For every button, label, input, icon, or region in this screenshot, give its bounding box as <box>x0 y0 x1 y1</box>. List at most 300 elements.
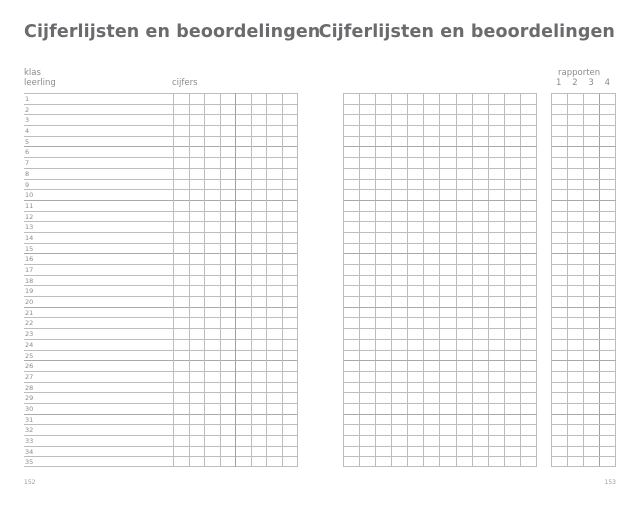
grid-cell[interactable] <box>568 393 584 403</box>
grid-cell[interactable] <box>408 126 424 136</box>
grid-cell[interactable] <box>360 436 376 446</box>
grid-cell[interactable] <box>505 318 521 328</box>
grid-cell[interactable] <box>376 383 392 393</box>
grid-cell[interactable] <box>489 244 505 254</box>
grid-cell[interactable] <box>424 361 440 371</box>
grid-cell[interactable] <box>392 286 408 296</box>
grid-cell[interactable] <box>344 254 360 264</box>
grid-cell[interactable] <box>521 372 537 382</box>
grid-cell[interactable] <box>344 404 360 414</box>
grid-cell[interactable] <box>457 329 473 339</box>
grid-cell[interactable] <box>584 158 600 168</box>
grid-cell[interactable] <box>376 254 392 264</box>
grid-cell[interactable] <box>568 254 584 264</box>
grid-cell[interactable] <box>392 180 408 190</box>
grid-cell[interactable] <box>440 212 456 222</box>
grid-cell[interactable] <box>424 457 440 466</box>
grid-cell[interactable] <box>344 233 360 243</box>
grid-cell[interactable] <box>584 286 600 296</box>
grid-cell[interactable] <box>408 265 424 275</box>
grid-cell[interactable] <box>505 137 521 147</box>
grid-cell[interactable] <box>424 212 440 222</box>
grid-cell[interactable] <box>376 372 392 382</box>
grid-cell[interactable] <box>392 318 408 328</box>
grid-cell[interactable] <box>473 415 489 425</box>
grid-cell[interactable] <box>424 351 440 361</box>
grid-cell[interactable] <box>424 329 440 339</box>
grid-cell[interactable] <box>473 265 489 275</box>
grid-cell[interactable] <box>457 372 473 382</box>
grid-cell[interactable] <box>568 169 584 179</box>
grid-cell[interactable] <box>360 169 376 179</box>
grid-cell[interactable] <box>552 447 568 457</box>
grid-cell[interactable] <box>376 126 392 136</box>
grid-cell[interactable] <box>344 190 360 200</box>
grid-cell[interactable] <box>473 286 489 296</box>
grid-cell[interactable] <box>440 158 456 168</box>
grid-cell[interactable] <box>360 137 376 147</box>
grid-cell[interactable] <box>344 383 360 393</box>
grid-cell[interactable] <box>489 233 505 243</box>
grid-cell[interactable] <box>552 361 568 371</box>
grid-cell[interactable] <box>505 233 521 243</box>
grid-cell[interactable] <box>440 105 456 115</box>
grid-cell[interactable] <box>376 233 392 243</box>
grid-cell[interactable] <box>521 265 537 275</box>
grid-cell[interactable] <box>360 126 376 136</box>
grid-cell[interactable] <box>473 457 489 466</box>
grid-cell[interactable] <box>408 308 424 318</box>
grid-cell[interactable] <box>505 212 521 222</box>
grid-cell[interactable] <box>424 436 440 446</box>
grid-cell[interactable] <box>473 94 489 104</box>
grid-cell[interactable] <box>457 340 473 350</box>
grid-cell[interactable] <box>505 286 521 296</box>
grid-cell[interactable] <box>568 308 584 318</box>
grid-cell[interactable] <box>584 169 600 179</box>
grid-cell[interactable] <box>344 212 360 222</box>
grid-cell[interactable] <box>568 244 584 254</box>
grid-cell[interactable] <box>600 180 616 190</box>
grid-cell[interactable] <box>505 457 521 466</box>
grid-cell[interactable] <box>552 212 568 222</box>
grid-cell[interactable] <box>424 158 440 168</box>
grid-cell[interactable] <box>360 329 376 339</box>
grid-cell[interactable] <box>344 201 360 211</box>
grid-cell[interactable] <box>344 222 360 232</box>
grid-cell[interactable] <box>457 404 473 414</box>
grid-cell[interactable] <box>600 169 616 179</box>
grid-cell[interactable] <box>473 361 489 371</box>
grid-cell[interactable] <box>473 393 489 403</box>
grid-cell[interactable] <box>440 340 456 350</box>
grid-cell[interactable] <box>457 254 473 264</box>
grid-cell[interactable] <box>408 137 424 147</box>
grid-cell[interactable] <box>584 105 600 115</box>
grid-cell[interactable] <box>489 361 505 371</box>
grid-cell[interactable] <box>552 180 568 190</box>
grid-cell[interactable] <box>344 308 360 318</box>
grid-cell[interactable] <box>505 147 521 157</box>
grid-cell[interactable] <box>489 457 505 466</box>
grid-cell[interactable] <box>360 404 376 414</box>
grid-cell[interactable] <box>552 329 568 339</box>
grid-cell[interactable] <box>440 329 456 339</box>
grid-cell[interactable] <box>552 169 568 179</box>
grid-cell[interactable] <box>584 137 600 147</box>
grid-cell[interactable] <box>457 180 473 190</box>
grid-cell[interactable] <box>360 180 376 190</box>
grid-cell[interactable] <box>360 94 376 104</box>
grid-cell[interactable] <box>584 351 600 361</box>
grid-cell[interactable] <box>489 276 505 286</box>
grid-cell[interactable] <box>360 383 376 393</box>
grid-cell[interactable] <box>489 212 505 222</box>
grid-cell[interactable] <box>473 137 489 147</box>
grid-cell[interactable] <box>568 126 584 136</box>
grid-cell[interactable] <box>473 233 489 243</box>
grid-cell[interactable] <box>392 169 408 179</box>
grid-cell[interactable] <box>457 233 473 243</box>
grid-cell[interactable] <box>552 254 568 264</box>
grid-cell[interactable] <box>392 447 408 457</box>
grid-cell[interactable] <box>584 457 600 466</box>
grid-cell[interactable] <box>489 297 505 307</box>
grid-cell[interactable] <box>392 94 408 104</box>
grid-cell[interactable] <box>568 372 584 382</box>
grid-cell[interactable] <box>440 94 456 104</box>
grid-cell[interactable] <box>376 436 392 446</box>
grid-cell[interactable] <box>584 318 600 328</box>
grid-cell[interactable] <box>489 222 505 232</box>
grid-cell[interactable] <box>568 457 584 466</box>
grid-cell[interactable] <box>408 169 424 179</box>
grid-cell[interactable] <box>392 244 408 254</box>
grid-cell[interactable] <box>408 190 424 200</box>
grid-cell[interactable] <box>440 404 456 414</box>
grid-cell[interactable] <box>521 383 537 393</box>
grid-cell[interactable] <box>440 318 456 328</box>
grid-cell[interactable] <box>568 340 584 350</box>
grid-cell[interactable] <box>584 447 600 457</box>
grid-cell[interactable] <box>457 244 473 254</box>
grid-cell[interactable] <box>584 329 600 339</box>
grid-cell[interactable] <box>473 447 489 457</box>
grid-cell[interactable] <box>505 201 521 211</box>
grid-cell[interactable] <box>552 158 568 168</box>
grid-cell[interactable] <box>489 147 505 157</box>
grid-cell[interactable] <box>457 115 473 125</box>
grid-cell[interactable] <box>440 425 456 435</box>
grid-cell[interactable] <box>521 457 537 466</box>
grid-cell[interactable] <box>360 201 376 211</box>
grid-cell[interactable] <box>360 308 376 318</box>
grid-cell[interactable] <box>360 340 376 350</box>
grid-cell[interactable] <box>552 233 568 243</box>
grid-cell[interactable] <box>473 147 489 157</box>
grid-cell[interactable] <box>505 329 521 339</box>
grid-cell[interactable] <box>440 372 456 382</box>
grid-cell[interactable] <box>600 415 616 425</box>
grid-cell[interactable] <box>600 436 616 446</box>
grid-cell[interactable] <box>360 351 376 361</box>
grid-cell[interactable] <box>360 233 376 243</box>
grid-cell[interactable] <box>505 383 521 393</box>
grid-cell[interactable] <box>408 393 424 403</box>
grid-cell[interactable] <box>584 265 600 275</box>
grid-cell[interactable] <box>489 180 505 190</box>
grid-cell[interactable] <box>440 180 456 190</box>
grid-cell[interactable] <box>489 308 505 318</box>
grid-cell[interactable] <box>424 372 440 382</box>
grid-cell[interactable] <box>521 425 537 435</box>
grid-cell[interactable] <box>584 222 600 232</box>
grid-cell[interactable] <box>376 447 392 457</box>
grid-cell[interactable] <box>568 351 584 361</box>
grid-cell[interactable] <box>424 404 440 414</box>
grid-cell[interactable] <box>360 115 376 125</box>
grid-cell[interactable] <box>489 415 505 425</box>
grid-cell[interactable] <box>552 222 568 232</box>
grid-cell[interactable] <box>344 351 360 361</box>
grid-cell[interactable] <box>584 233 600 243</box>
grid-cell[interactable] <box>408 147 424 157</box>
grid-cell[interactable] <box>600 404 616 414</box>
grid-cell[interactable] <box>424 254 440 264</box>
grid-cell[interactable] <box>376 201 392 211</box>
grid-cell[interactable] <box>568 158 584 168</box>
grid-cell[interactable] <box>473 383 489 393</box>
grid-cell[interactable] <box>584 180 600 190</box>
grid-cell[interactable] <box>344 115 360 125</box>
grid-cell[interactable] <box>376 308 392 318</box>
grid-cell[interactable] <box>600 244 616 254</box>
grid-cell[interactable] <box>360 286 376 296</box>
grid-cell[interactable] <box>376 393 392 403</box>
grid-cell[interactable] <box>600 457 616 466</box>
grid-cell[interactable] <box>376 147 392 157</box>
grid-cell[interactable] <box>440 115 456 125</box>
grid-cell[interactable] <box>408 254 424 264</box>
grid-cell[interactable] <box>600 190 616 200</box>
grid-cell[interactable] <box>568 329 584 339</box>
grid-cell[interactable] <box>521 404 537 414</box>
grid-cell[interactable] <box>505 308 521 318</box>
grid-cell[interactable] <box>344 436 360 446</box>
grid-cell[interactable] <box>568 115 584 125</box>
grid-cell[interactable] <box>521 190 537 200</box>
grid-cell[interactable] <box>552 318 568 328</box>
grid-cell[interactable] <box>360 425 376 435</box>
grid-cell[interactable] <box>489 404 505 414</box>
grid-cell[interactable] <box>473 308 489 318</box>
grid-cell[interactable] <box>505 105 521 115</box>
grid-cell[interactable] <box>473 180 489 190</box>
grid-cell[interactable] <box>521 436 537 446</box>
grid-cell[interactable] <box>392 361 408 371</box>
grid-cell[interactable] <box>489 105 505 115</box>
grid-cell[interactable] <box>440 286 456 296</box>
grid-cell[interactable] <box>392 233 408 243</box>
grid-cell[interactable] <box>521 276 537 286</box>
grid-cell[interactable] <box>344 147 360 157</box>
grid-cell[interactable] <box>392 351 408 361</box>
grid-cell[interactable] <box>568 415 584 425</box>
grid-cell[interactable] <box>457 169 473 179</box>
grid-cell[interactable] <box>600 147 616 157</box>
grid-cell[interactable] <box>344 329 360 339</box>
grid-cell[interactable] <box>376 222 392 232</box>
grid-cell[interactable] <box>344 457 360 466</box>
grid-cell[interactable] <box>344 126 360 136</box>
grid-cell[interactable] <box>568 436 584 446</box>
grid-cell[interactable] <box>568 276 584 286</box>
grid-cell[interactable] <box>376 276 392 286</box>
grid-cell[interactable] <box>360 372 376 382</box>
grid-cell[interactable] <box>392 158 408 168</box>
grid-cell[interactable] <box>424 233 440 243</box>
grid-cell[interactable] <box>552 190 568 200</box>
grid-cell[interactable] <box>344 169 360 179</box>
grid-cell[interactable] <box>344 425 360 435</box>
grid-cell[interactable] <box>440 222 456 232</box>
grid-cell[interactable] <box>552 340 568 350</box>
grid-cell[interactable] <box>424 244 440 254</box>
grid-cell[interactable] <box>473 254 489 264</box>
grid-cell[interactable] <box>473 212 489 222</box>
grid-cell[interactable] <box>568 233 584 243</box>
grid-cell[interactable] <box>600 383 616 393</box>
grid-cell[interactable] <box>360 254 376 264</box>
grid-cell[interactable] <box>344 137 360 147</box>
grid-cell[interactable] <box>600 94 616 104</box>
grid-cell[interactable] <box>600 115 616 125</box>
grid-cell[interactable] <box>408 351 424 361</box>
grid-cell[interactable] <box>505 415 521 425</box>
grid-cell[interactable] <box>424 276 440 286</box>
grid-cell[interactable] <box>489 286 505 296</box>
grid-cell[interactable] <box>489 447 505 457</box>
grid-cell[interactable] <box>344 393 360 403</box>
grid-cell[interactable] <box>552 276 568 286</box>
grid-cell[interactable] <box>457 351 473 361</box>
grid-cell[interactable] <box>505 115 521 125</box>
grid-cell[interactable] <box>600 105 616 115</box>
grid-cell[interactable] <box>457 212 473 222</box>
grid-cell[interactable] <box>408 404 424 414</box>
grid-cell[interactable] <box>600 372 616 382</box>
grid-cell[interactable] <box>392 329 408 339</box>
grid-cell[interactable] <box>360 361 376 371</box>
grid-cell[interactable] <box>473 329 489 339</box>
grid-cell[interactable] <box>440 361 456 371</box>
grid-cell[interactable] <box>505 126 521 136</box>
grid-cell[interactable] <box>473 404 489 414</box>
grid-cell[interactable] <box>600 393 616 403</box>
grid-cell[interactable] <box>552 436 568 446</box>
grid-cell[interactable] <box>600 447 616 457</box>
grid-cell[interactable] <box>424 297 440 307</box>
grid-cell[interactable] <box>489 254 505 264</box>
grid-cell[interactable] <box>568 297 584 307</box>
grid-cell[interactable] <box>473 169 489 179</box>
grid-cell[interactable] <box>600 137 616 147</box>
grid-cell[interactable] <box>424 115 440 125</box>
grid-cell[interactable] <box>440 169 456 179</box>
grid-cell[interactable] <box>408 233 424 243</box>
grid-cell[interactable] <box>392 201 408 211</box>
grid-cell[interactable] <box>392 190 408 200</box>
grid-cell[interactable] <box>440 393 456 403</box>
grid-cell[interactable] <box>505 404 521 414</box>
grid-cell[interactable] <box>489 169 505 179</box>
grid-cell[interactable] <box>473 244 489 254</box>
grid-cell[interactable] <box>473 158 489 168</box>
grid-cell[interactable] <box>568 147 584 157</box>
grid-cell[interactable] <box>552 351 568 361</box>
grid-cell[interactable] <box>344 244 360 254</box>
grid-cell[interactable] <box>360 190 376 200</box>
grid-cell[interactable] <box>424 201 440 211</box>
grid-cell[interactable] <box>360 457 376 466</box>
grid-cell[interactable] <box>568 404 584 414</box>
grid-cell[interactable] <box>552 115 568 125</box>
grid-cell[interactable] <box>600 286 616 296</box>
grid-cell[interactable] <box>521 286 537 296</box>
grid-cell[interactable] <box>521 297 537 307</box>
grid-cell[interactable] <box>392 457 408 466</box>
grid-cell[interactable] <box>457 222 473 232</box>
grid-cell[interactable] <box>568 201 584 211</box>
grid-cell[interactable] <box>408 447 424 457</box>
grid-cell[interactable] <box>505 393 521 403</box>
grid-cell[interactable] <box>521 147 537 157</box>
grid-cell[interactable] <box>473 425 489 435</box>
grid-cell[interactable] <box>424 340 440 350</box>
grid-cell[interactable] <box>505 169 521 179</box>
grid-cell[interactable] <box>521 254 537 264</box>
grid-cell[interactable] <box>521 115 537 125</box>
grid-cell[interactable] <box>505 425 521 435</box>
grid-cell[interactable] <box>344 415 360 425</box>
grid-cell[interactable] <box>408 180 424 190</box>
grid-cell[interactable] <box>600 329 616 339</box>
grid-cell[interactable] <box>457 201 473 211</box>
grid-cell[interactable] <box>344 361 360 371</box>
grid-cell[interactable] <box>457 137 473 147</box>
grid-cell[interactable] <box>568 383 584 393</box>
grid-cell[interactable] <box>505 94 521 104</box>
grid-cell[interactable] <box>392 115 408 125</box>
grid-cell[interactable] <box>489 372 505 382</box>
grid-cell[interactable] <box>360 318 376 328</box>
grid-cell[interactable] <box>584 425 600 435</box>
grid-cell[interactable] <box>584 244 600 254</box>
grid-cell[interactable] <box>392 436 408 446</box>
grid-cell[interactable] <box>376 297 392 307</box>
grid-cell[interactable] <box>392 254 408 264</box>
grid-cell[interactable] <box>521 169 537 179</box>
grid-cell[interactable] <box>489 329 505 339</box>
grid-cell[interactable] <box>408 158 424 168</box>
grid-cell[interactable] <box>376 415 392 425</box>
grid-cell[interactable] <box>457 286 473 296</box>
grid-cell[interactable] <box>392 276 408 286</box>
grid-cell[interactable] <box>376 404 392 414</box>
grid-cell[interactable] <box>584 297 600 307</box>
grid-cell[interactable] <box>376 94 392 104</box>
grid-cell[interactable] <box>600 318 616 328</box>
